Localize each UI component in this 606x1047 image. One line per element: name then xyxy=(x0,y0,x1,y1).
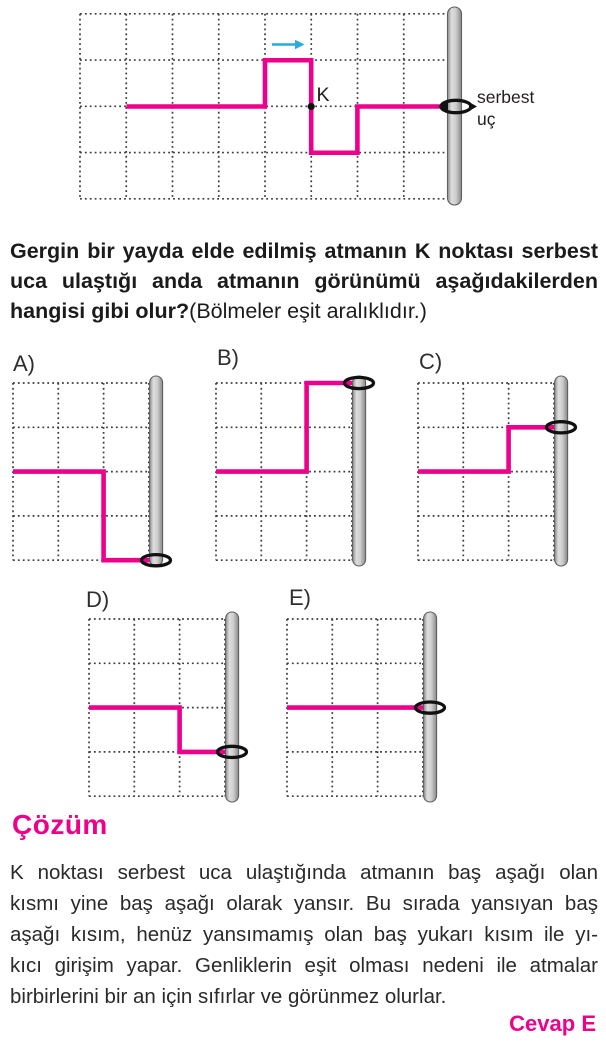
fixed-post xyxy=(424,612,437,802)
question-line-3-bold: hangisi gibi olur? xyxy=(10,299,190,323)
option-a-diagram[interactable] xyxy=(6,374,178,574)
fixed-post xyxy=(150,376,163,566)
option-d-label[interactable]: D) xyxy=(86,587,110,612)
option-d-diagram[interactable] xyxy=(82,610,254,810)
fixed-post xyxy=(226,612,239,802)
wave-pulse xyxy=(89,708,233,752)
wave-pulse xyxy=(13,472,157,561)
option-a-label[interactable]: A) xyxy=(13,351,35,376)
solution-line-1: K noktası serbest uca ulaştığında atmanın baş aşağı olan xyxy=(10,861,598,884)
main-wave-diagram xyxy=(0,0,606,218)
option-b-diagram[interactable] xyxy=(209,374,381,574)
fixed-post xyxy=(353,376,366,566)
solution-heading: Çözüm xyxy=(12,809,108,840)
question-line-1: Gergin bir yayda elde edilmiş atmanın K noktası serbest xyxy=(10,239,598,263)
question-line-3 xyxy=(10,296,598,326)
wave-pulse xyxy=(216,383,360,472)
solution-line-3: aşağı kısım, henüz yansımamış olan baş yukarı kısım ile yı- xyxy=(10,923,598,946)
free-end-label-line1: serbest xyxy=(477,87,535,107)
option-c-label[interactable]: C) xyxy=(419,349,443,374)
solution-line-2: kısmı yine baş aşağı olarak yansır. Bu sırada yansıyan baş xyxy=(10,892,598,915)
option-c-diagram[interactable] xyxy=(411,374,583,574)
solution-line-4: kıcı girişim yapar. Genliklerin eşit olması nedeni ile atmalar xyxy=(10,954,598,977)
option-b-label[interactable]: B) xyxy=(217,345,239,370)
wave-pulse xyxy=(418,427,562,471)
fixed-post xyxy=(448,7,462,205)
point-k-label: K xyxy=(316,84,330,106)
solution-line-5: birbirlerini bir an için sıfırlar ve görünmez olurlar. xyxy=(10,985,447,1008)
option-e-diagram[interactable] xyxy=(280,610,452,810)
direction-right-arrow-icon xyxy=(272,40,305,49)
solution-text xyxy=(10,857,598,1012)
answer-label: Cevap E xyxy=(509,1011,596,1036)
fixed-post xyxy=(555,376,568,566)
free-end-label-line2: uç xyxy=(477,109,496,129)
question-line-2: uca ulaştığı anda atmanın görünümü aşağıdakilerden xyxy=(10,269,598,293)
question-text xyxy=(10,236,598,326)
question-note: (Bölmeler eşit aralıklıdır.) xyxy=(189,299,427,323)
option-e-label[interactable]: E) xyxy=(289,585,311,610)
point-k-dot xyxy=(308,103,315,110)
